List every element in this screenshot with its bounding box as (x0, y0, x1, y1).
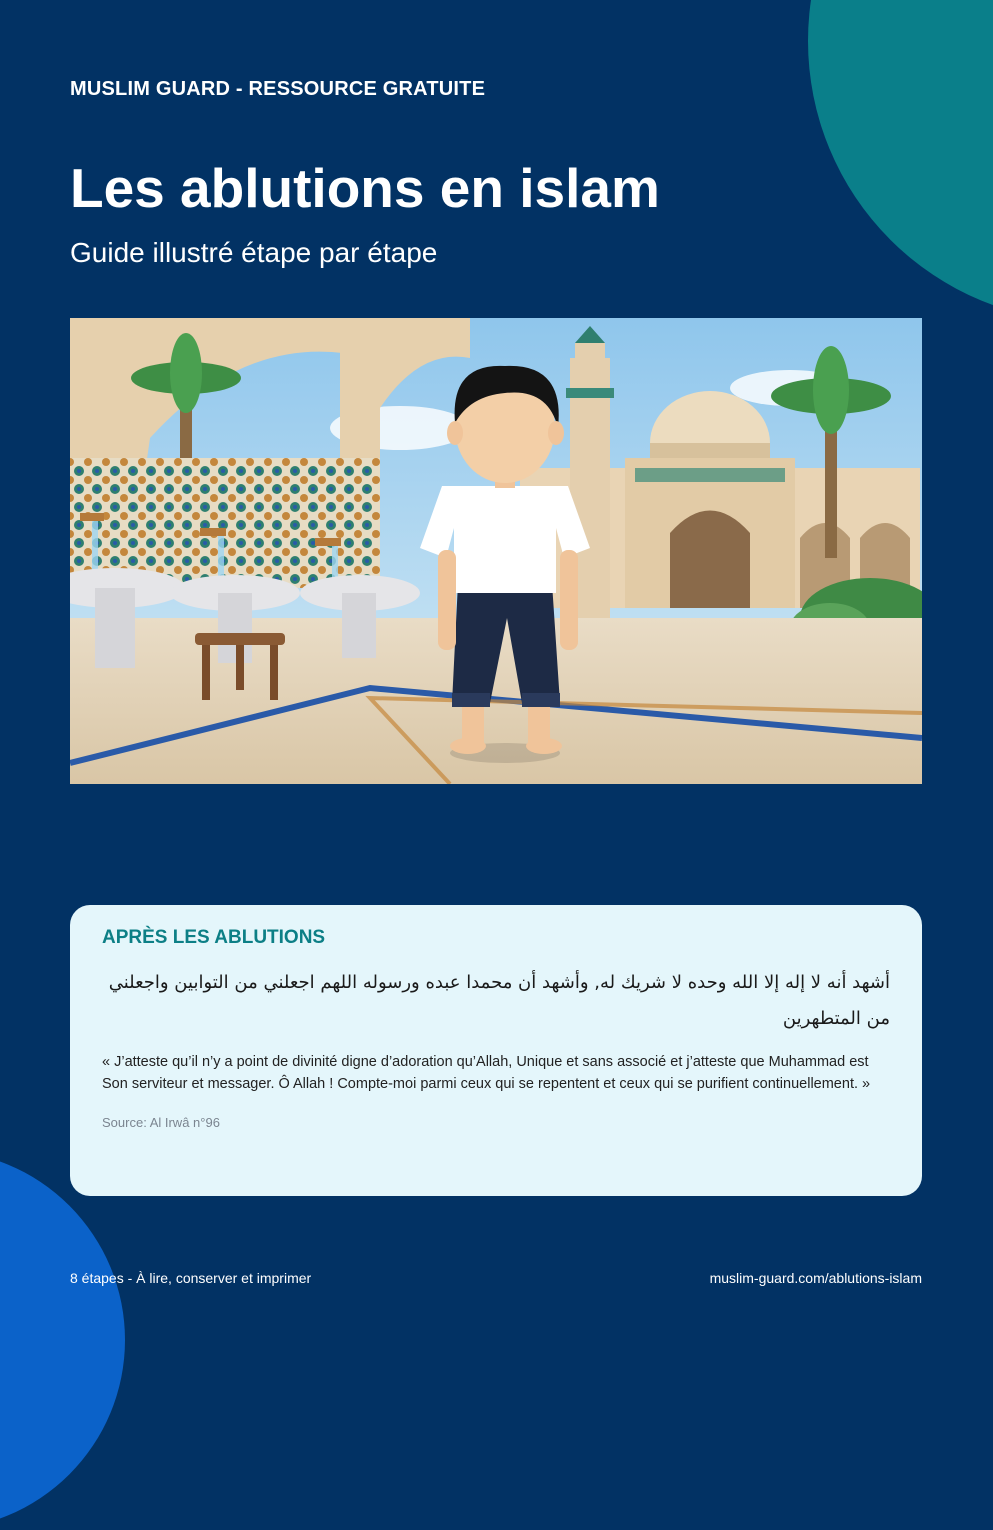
after-ablutions-card (70, 905, 922, 1196)
brand-label: MUSLIM GUARD - RESSOURCE GRATUITE (70, 78, 486, 100)
arabic-invocation: أشهد أنه لا إله إلا الله وحده لا شريك له, وأشهد أن محمدا عبده ورسوله اللهم اجعلني من التوابين واجعلني من المتطهرين (108, 972, 890, 1029)
hero-illustration (70, 318, 922, 784)
decorative-blue-circle (0, 1150, 125, 1530)
page-subtitle: Guide illustré étape par étape (70, 237, 438, 268)
decorative-teal-circle (808, 0, 993, 322)
footer-steps-note: 8 étapes - À lire, conserver et imprimer (70, 1270, 312, 1286)
source-citation: Source: Al Irwâ n°96 (102, 1115, 220, 1130)
invocation-translation: « J’atteste qu’il n’y a point de divinité digne d’adoration qu’Allah, Unique et sans associé et j’atteste que Muhammad est Son serviteur et messager. Ô Allah ! Compte-moi parmi ceux qui se repentent et ceux qui se purifient continuellement. » (102, 1054, 871, 1092)
footer-url[interactable]: muslim-guard.com/ablutions-islam (709, 1270, 922, 1286)
page-title: Les ablutions en islam (70, 157, 660, 219)
card-title: APRÈS LES ABLUTIONS (102, 927, 326, 948)
